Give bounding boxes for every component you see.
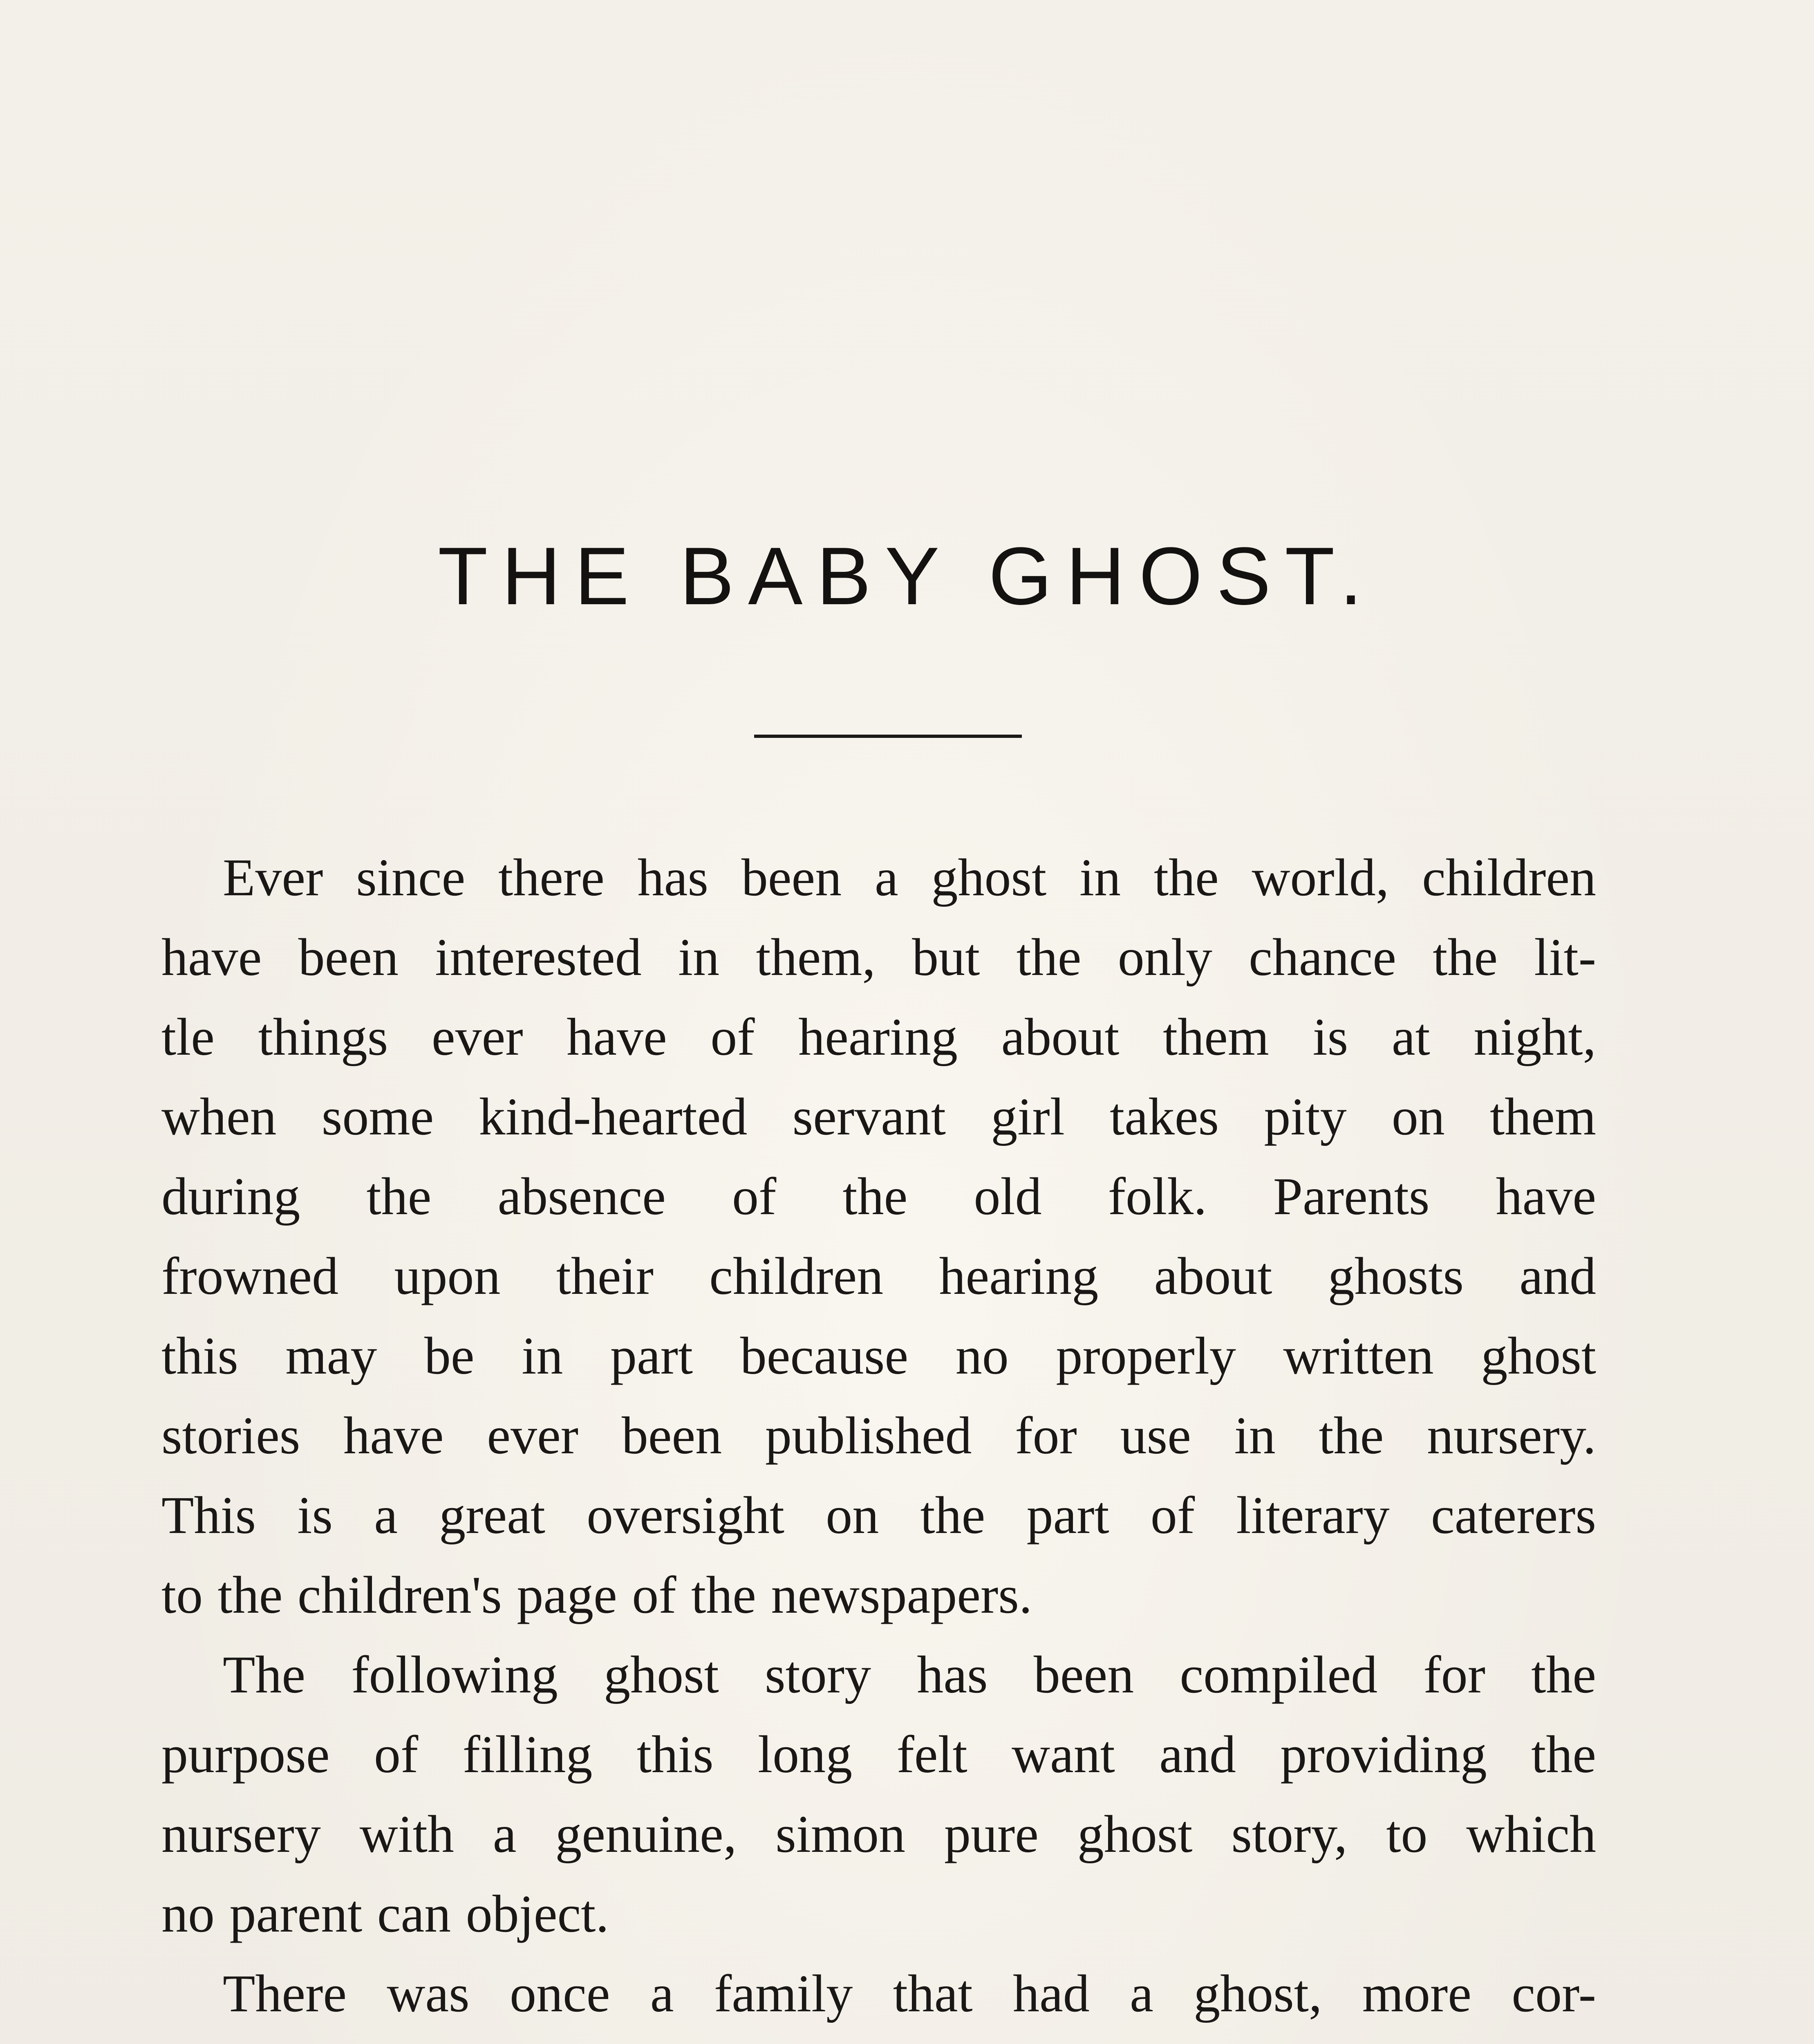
title-divider <box>754 735 1022 738</box>
text-line: purpose of filling this long felt want and providing the <box>161 1725 1596 1784</box>
text-line: nursery with a genuine, simon pure ghost story, to which <box>161 1805 1596 1864</box>
text-line: have been interested in them, but the only chance the lit- <box>161 928 1596 987</box>
text-line: frowned upon their children hearing about ghosts and <box>161 1247 1596 1306</box>
paragraph-3 <box>161 1954 1596 2044</box>
body-text <box>161 838 1596 2044</box>
chapter-title: THE BABY GHOST. <box>438 531 1376 622</box>
paragraph-1 <box>161 838 1596 1635</box>
text-line: stories have ever been published for use in the nursery. <box>161 1406 1596 1465</box>
text-line <box>161 2034 1596 2044</box>
text-line: This is a great oversight on the part of literary caterers <box>161 1486 1596 1545</box>
text-line: The following ghost story has been compiled for the <box>223 1645 1596 1704</box>
paragraph-2 <box>161 1635 1596 1954</box>
text-line: during the absence of the old folk. Parents have <box>161 1167 1596 1226</box>
text-line: Ever since there has been a ghost in the world, children <box>223 848 1596 907</box>
text-line: this may be in part because no properly written ghost <box>161 1327 1596 1385</box>
text-line: tle things ever have of hearing about them is at night, <box>161 1008 1596 1067</box>
text-line: to the children's page of the newspapers. <box>161 1566 1032 1625</box>
text-line: There was once a family that had a ghost, more cor- <box>223 1964 1596 2023</box>
text-line: no parent can object. <box>161 1885 609 1943</box>
text-line: when some kind-hearted servant girl takes pity on them <box>161 1087 1596 1146</box>
